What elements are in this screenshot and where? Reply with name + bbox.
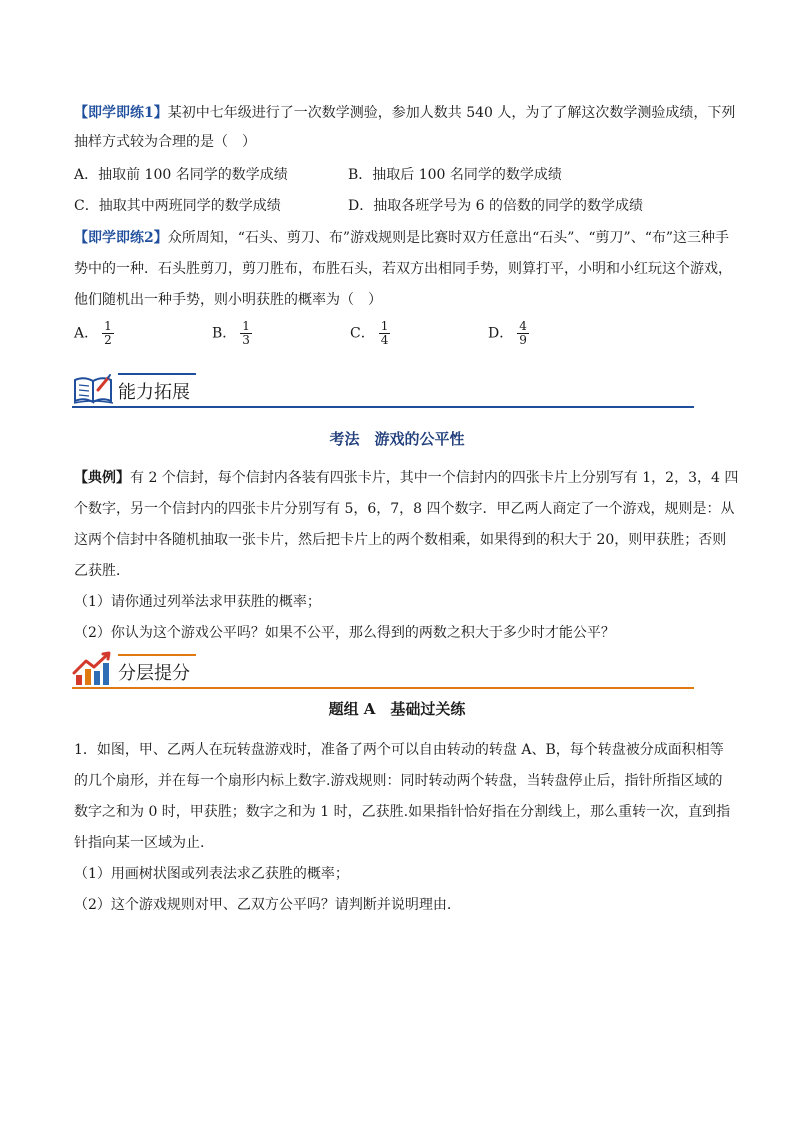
q1-line-2: 抽样方式较为合理的是（ ）: [74, 134, 256, 150]
p1-line-4: 针指向某一区域为止.: [74, 835, 205, 851]
fraction-1-2: [102, 320, 114, 347]
q2-line-1: [74, 228, 730, 248]
q1-option-d[interactable]: D．抽取各班学号为 6 的倍数的同学的数学成绩: [348, 198, 644, 214]
method-heading: 考法 游戏的公平性: [329, 430, 465, 448]
section-header-ability: [72, 370, 694, 408]
example-line-1: [74, 468, 739, 488]
p1-sub-2: （2）这个游戏规则对甲、乙双方公平吗？请判断并说明理由.: [74, 897, 452, 913]
q2-option-c-label: C．: [350, 325, 375, 342]
q2-option-b[interactable]: [212, 320, 252, 347]
example-sub-1: （1）请你通过列举法求甲获胜的概率；: [74, 594, 321, 610]
example-line-3: 这两个信封中各随机抽取一张卡片，然后把卡片上的两个数相乘，如果得到的积大于 20，则甲获胜；否则: [74, 532, 727, 548]
group-heading: 题组 A 基础过关练: [328, 700, 466, 718]
example-tag: 【典例】: [74, 470, 130, 486]
section-title: 分层提分: [118, 663, 190, 684]
section-accent-rule: [118, 654, 196, 656]
example-sub-2: （2）你认为这个游戏公平吗？如果不公平，那么得到的两数之积大于多少时才能公平？: [74, 625, 615, 641]
denominator: 4: [380, 333, 389, 347]
section-header-tiered: [72, 651, 694, 689]
denominator: 3: [242, 333, 250, 347]
p1-line-3: 数字之和为 0 时，甲获胜；数字之和为 1 时，乙获胜.如果指针恰好指在分割线上，那么重转一次，直到指: [74, 804, 731, 820]
p1-line-2: 的几个扇形，并在每一个扇形内标上数字.游戏规则：同时转动两个转盘，当转盘停止后，指针所指区域的: [74, 773, 723, 789]
section-title: 能力拓展: [118, 382, 190, 403]
numerator: 4: [519, 319, 527, 333]
numerator: 1: [242, 319, 250, 333]
q1-option-c[interactable]: C．抽取其中两班同学的数学成绩: [74, 198, 281, 214]
denominator: 2: [104, 333, 112, 347]
q2-text-1: 众所周知，“石头、剪刀、布”游戏规则是比赛时双方任意出“石头”、“剪刀”、“布”这三种手: [167, 230, 730, 246]
example-line-4: 乙获胜．: [74, 563, 130, 579]
section-divider: [72, 406, 694, 408]
q2-line-3: 他们随机出一种手势，则小明获胜的概率为（ ）: [74, 292, 382, 308]
open-book-icon: [72, 370, 116, 406]
q1-option-a[interactable]: A．抽取前 100 名同学的数学成绩: [74, 167, 288, 183]
example-text-1: 有 2 个信封，每个信封内各装有四张卡片，其中一个信封内的四张卡片上分别写有 1，2，3，4 四: [130, 470, 739, 486]
q2-line-2: 势中的一种．石头胜剪刀，剪刀胜布，布胜石头，若双方出相同手势，则算打平，小明和小红玩这个游戏，: [74, 261, 732, 277]
q1-tag: 【即学即练1】: [74, 105, 168, 121]
q2-option-d[interactable]: [488, 320, 529, 347]
bar-chart-growth-icon: [72, 651, 116, 687]
denominator: 9: [519, 333, 527, 347]
numerator: 1: [380, 319, 389, 333]
q2-option-b-label: B．: [212, 325, 237, 342]
section-divider: [72, 687, 694, 689]
fraction-4-9: [517, 320, 529, 347]
q2-option-d-label: D．: [488, 325, 514, 342]
q2-tag: 【即学即练2】: [74, 230, 168, 246]
fraction-1-4: [379, 320, 391, 347]
fraction-1-3: [240, 320, 252, 347]
p1-sub-1: （1）用画树状图或列表法求乙获胜的概率；: [74, 866, 349, 882]
q1-option-b[interactable]: B．抽取后 100 名同学的数学成绩: [348, 167, 562, 183]
q1-text-1: 某初中七年级进行了一次数学测验，参加人数共 540 人，为了了解这次数学测验成绩，下列: [167, 105, 736, 121]
q2-option-a[interactable]: [74, 320, 114, 347]
numerator: 1: [104, 319, 112, 333]
example-line-2: 个数字，另一个信封内的四张卡片分别写有 5，6，7，8 四个数字．甲乙两人商定了一个游戏，规则是：从: [74, 501, 735, 517]
section-accent-rule: [118, 373, 196, 375]
q2-option-c[interactable]: [350, 320, 390, 347]
q1-line-1: [74, 103, 736, 123]
q2-option-a-label: A．: [74, 325, 99, 342]
p1-line-1: 1．如图，甲、乙两人在玩转盘游戏时，准备了两个可以自由转动的转盘 A、B，每个转盘被分成面积相等: [74, 742, 724, 758]
